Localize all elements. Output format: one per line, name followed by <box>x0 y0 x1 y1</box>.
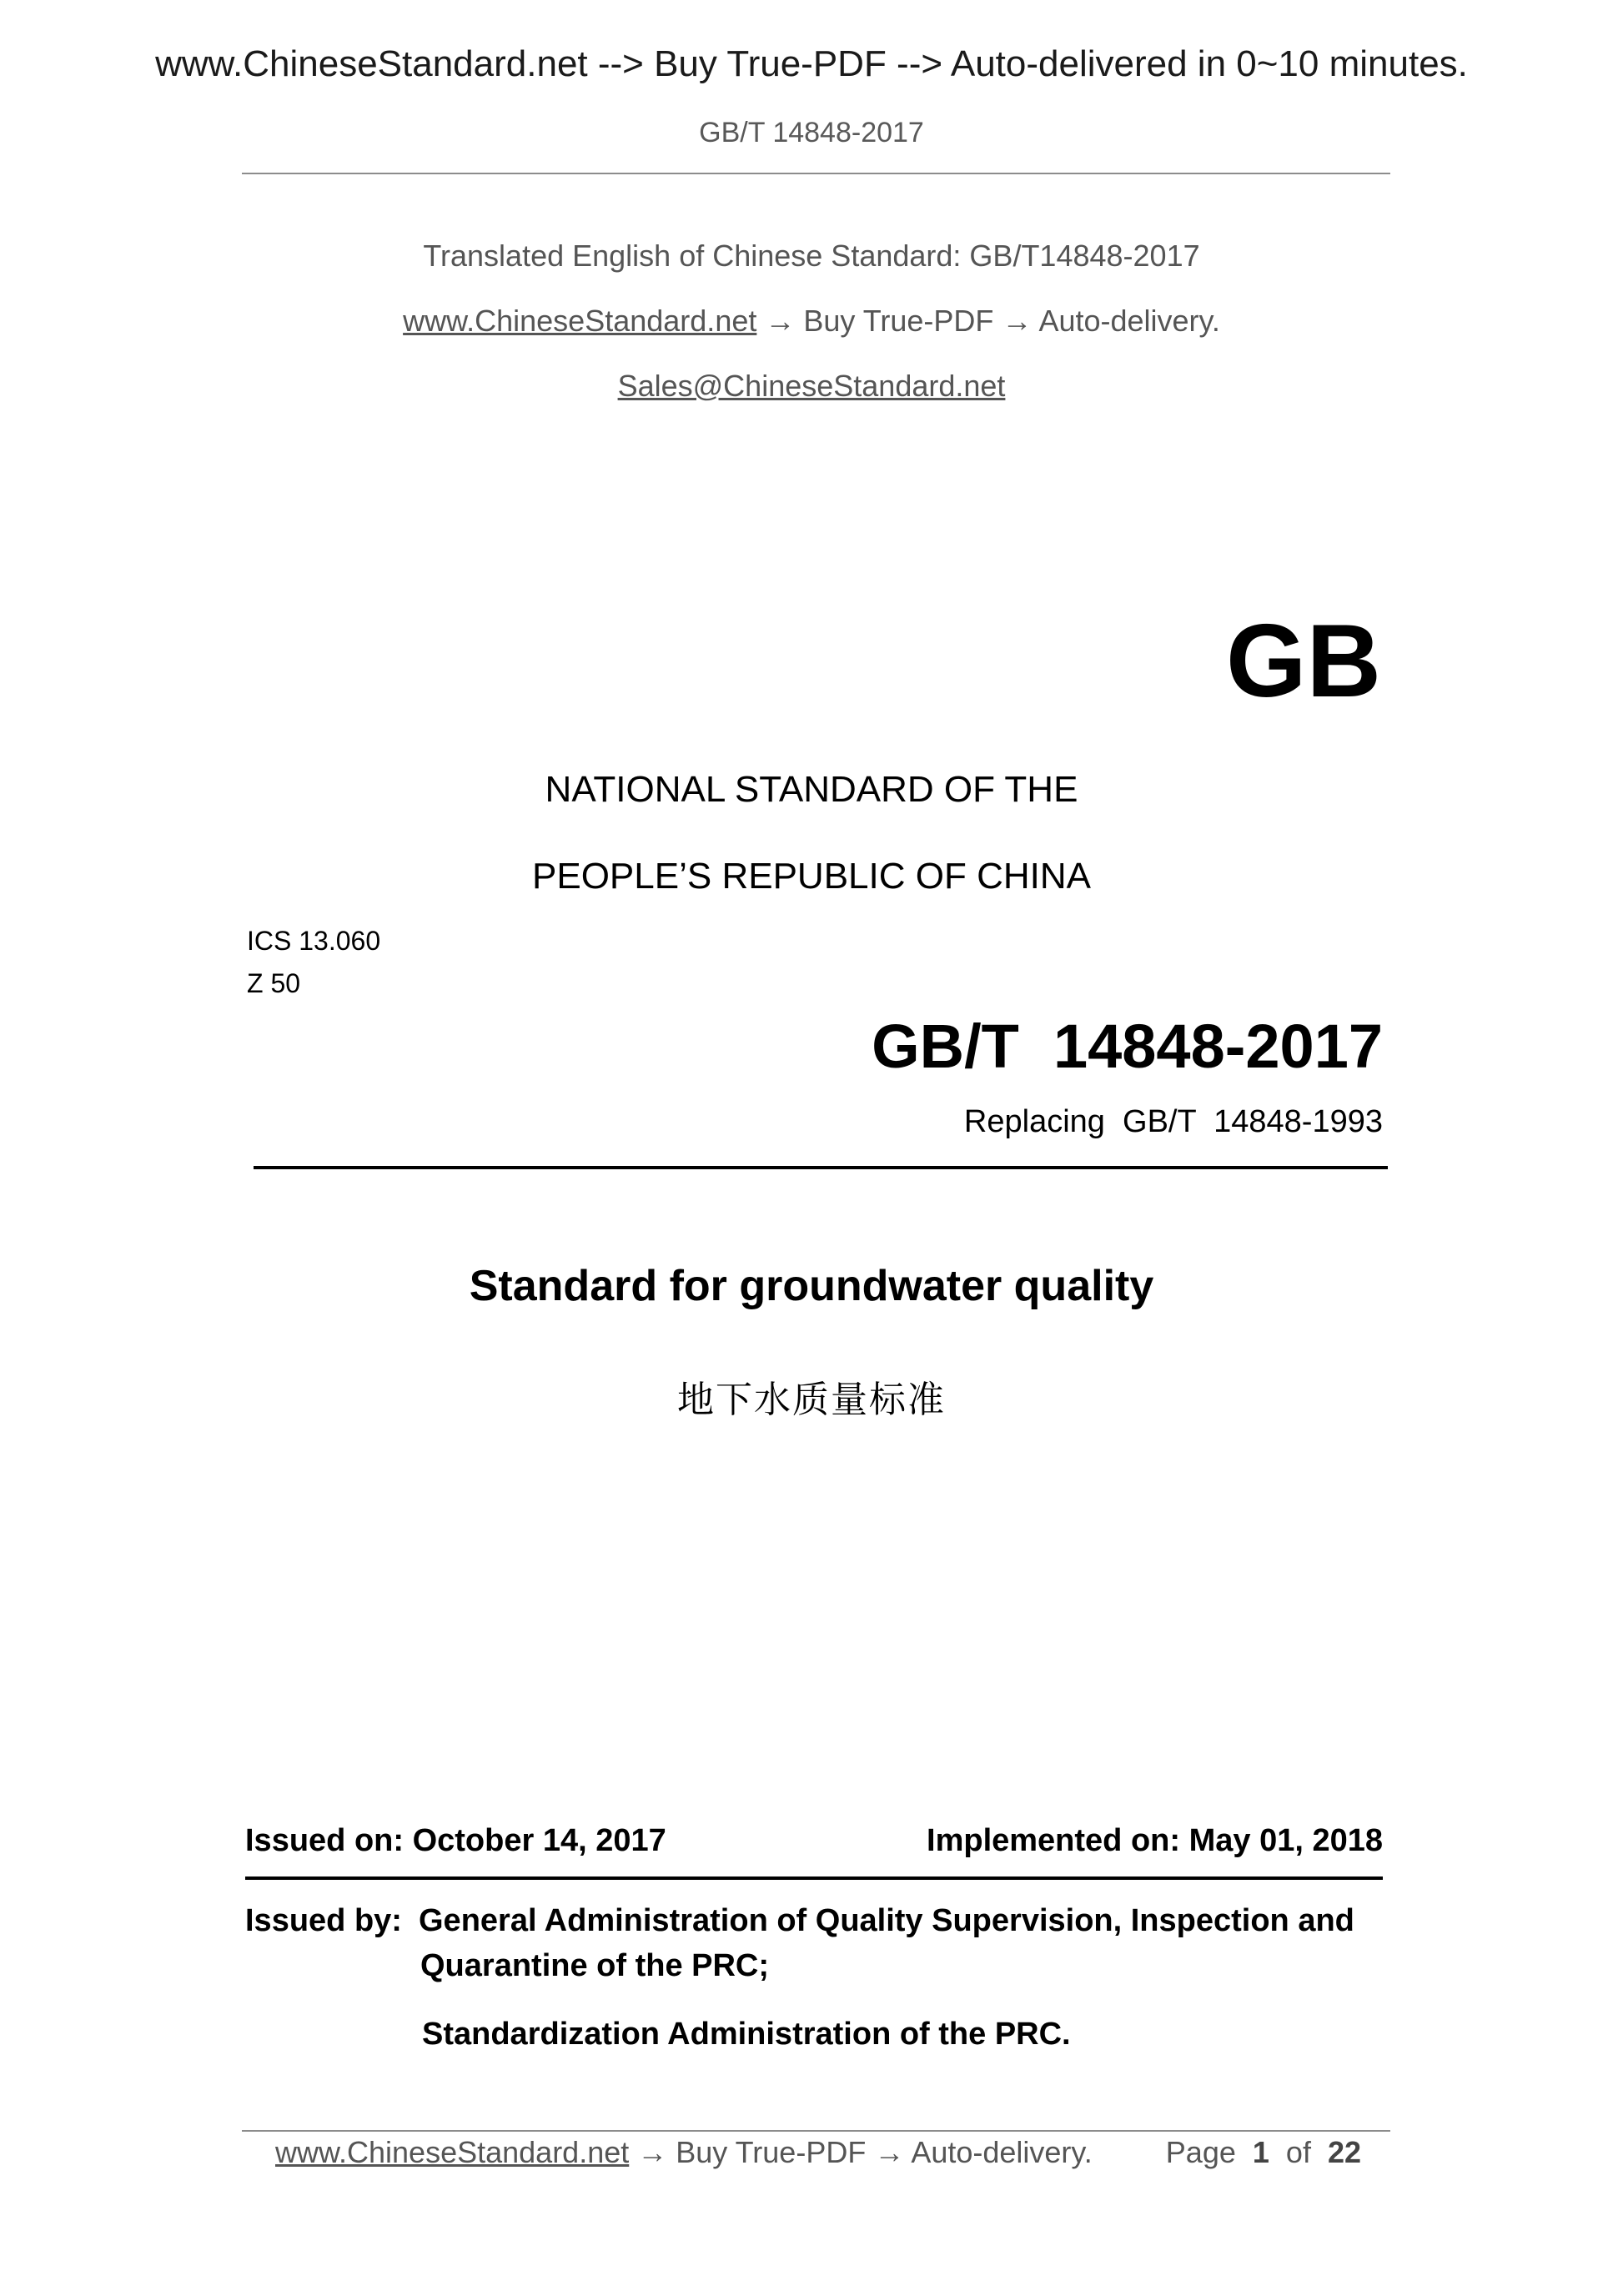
standard-title-chinese: 地下水质量标准 <box>677 1379 946 1421</box>
header-document-id: GB/T 14848-2017 <box>699 117 924 148</box>
intro-site-link[interactable]: www.ChineseStandard.net <box>403 304 757 338</box>
page-current: 1 <box>1252 2135 1269 2169</box>
intro-site-suffix: → Buy True-PDF → Auto-delivery. <box>756 304 1220 338</box>
standard-number: GB/T 14848-2017 <box>872 1012 1383 1081</box>
top-banner: www.ChineseStandard.net --> Buy True-PDF --> Auto-delivered in 0~10 minutes. <box>155 43 1468 84</box>
issued-by-label: Issued by: <box>245 1903 402 1938</box>
ccs-code: Z 50 <box>247 968 301 998</box>
page-label: Page <box>1165 2135 1253 2169</box>
page-of: of <box>1269 2135 1328 2169</box>
issuer-aqsiq-line-1: General Administration of Quality Supervision, Inspection and <box>419 1903 1354 1938</box>
cover-divider <box>254 1166 1388 1169</box>
gb-logo: GB <box>1226 604 1381 719</box>
issuer-sac: Standardization Administration of the PRC. <box>422 2017 1071 2052</box>
implemented-on-date: Implemented on: May 01, 2018 <box>927 1823 1383 1858</box>
standard-title-english: Standard for groundwater quality <box>469 1262 1154 1310</box>
issuer-aqsiq-line-2: Quarantine of the PRC; <box>420 1948 770 1983</box>
page-indicator <box>1166 2135 1361 2170</box>
dates-divider <box>245 1876 1383 1880</box>
sales-email-link[interactable]: Sales@ChineseStandard.net <box>617 369 1006 403</box>
footer-site-suffix: → Buy True-PDF → Auto-delivery. <box>629 2135 1093 2169</box>
translated-notice: Translated English of Chinese Standard: GB/T14848-2017 <box>423 239 1200 273</box>
intro-site-line <box>0 304 1623 339</box>
national-standard-line-2: PEOPLE’S REPUBLIC OF CHINA <box>532 856 1091 897</box>
replacing-standard: Replacing GB/T 14848-1993 <box>963 1104 1383 1139</box>
footer-site-line <box>275 2135 1093 2170</box>
intro-email-line <box>0 369 1623 404</box>
header-divider <box>242 173 1390 174</box>
footer-divider <box>242 2130 1390 2132</box>
footer-site-link[interactable]: www.ChineseStandard.net <box>275 2135 630 2169</box>
page-total: 22 <box>1327 2135 1361 2169</box>
ics-code: ICS 13.060 <box>247 926 381 956</box>
issued-on-date: Issued on: October 14, 2017 <box>245 1823 666 1858</box>
national-standard-line-1: NATIONAL STANDARD OF THE <box>545 769 1078 810</box>
